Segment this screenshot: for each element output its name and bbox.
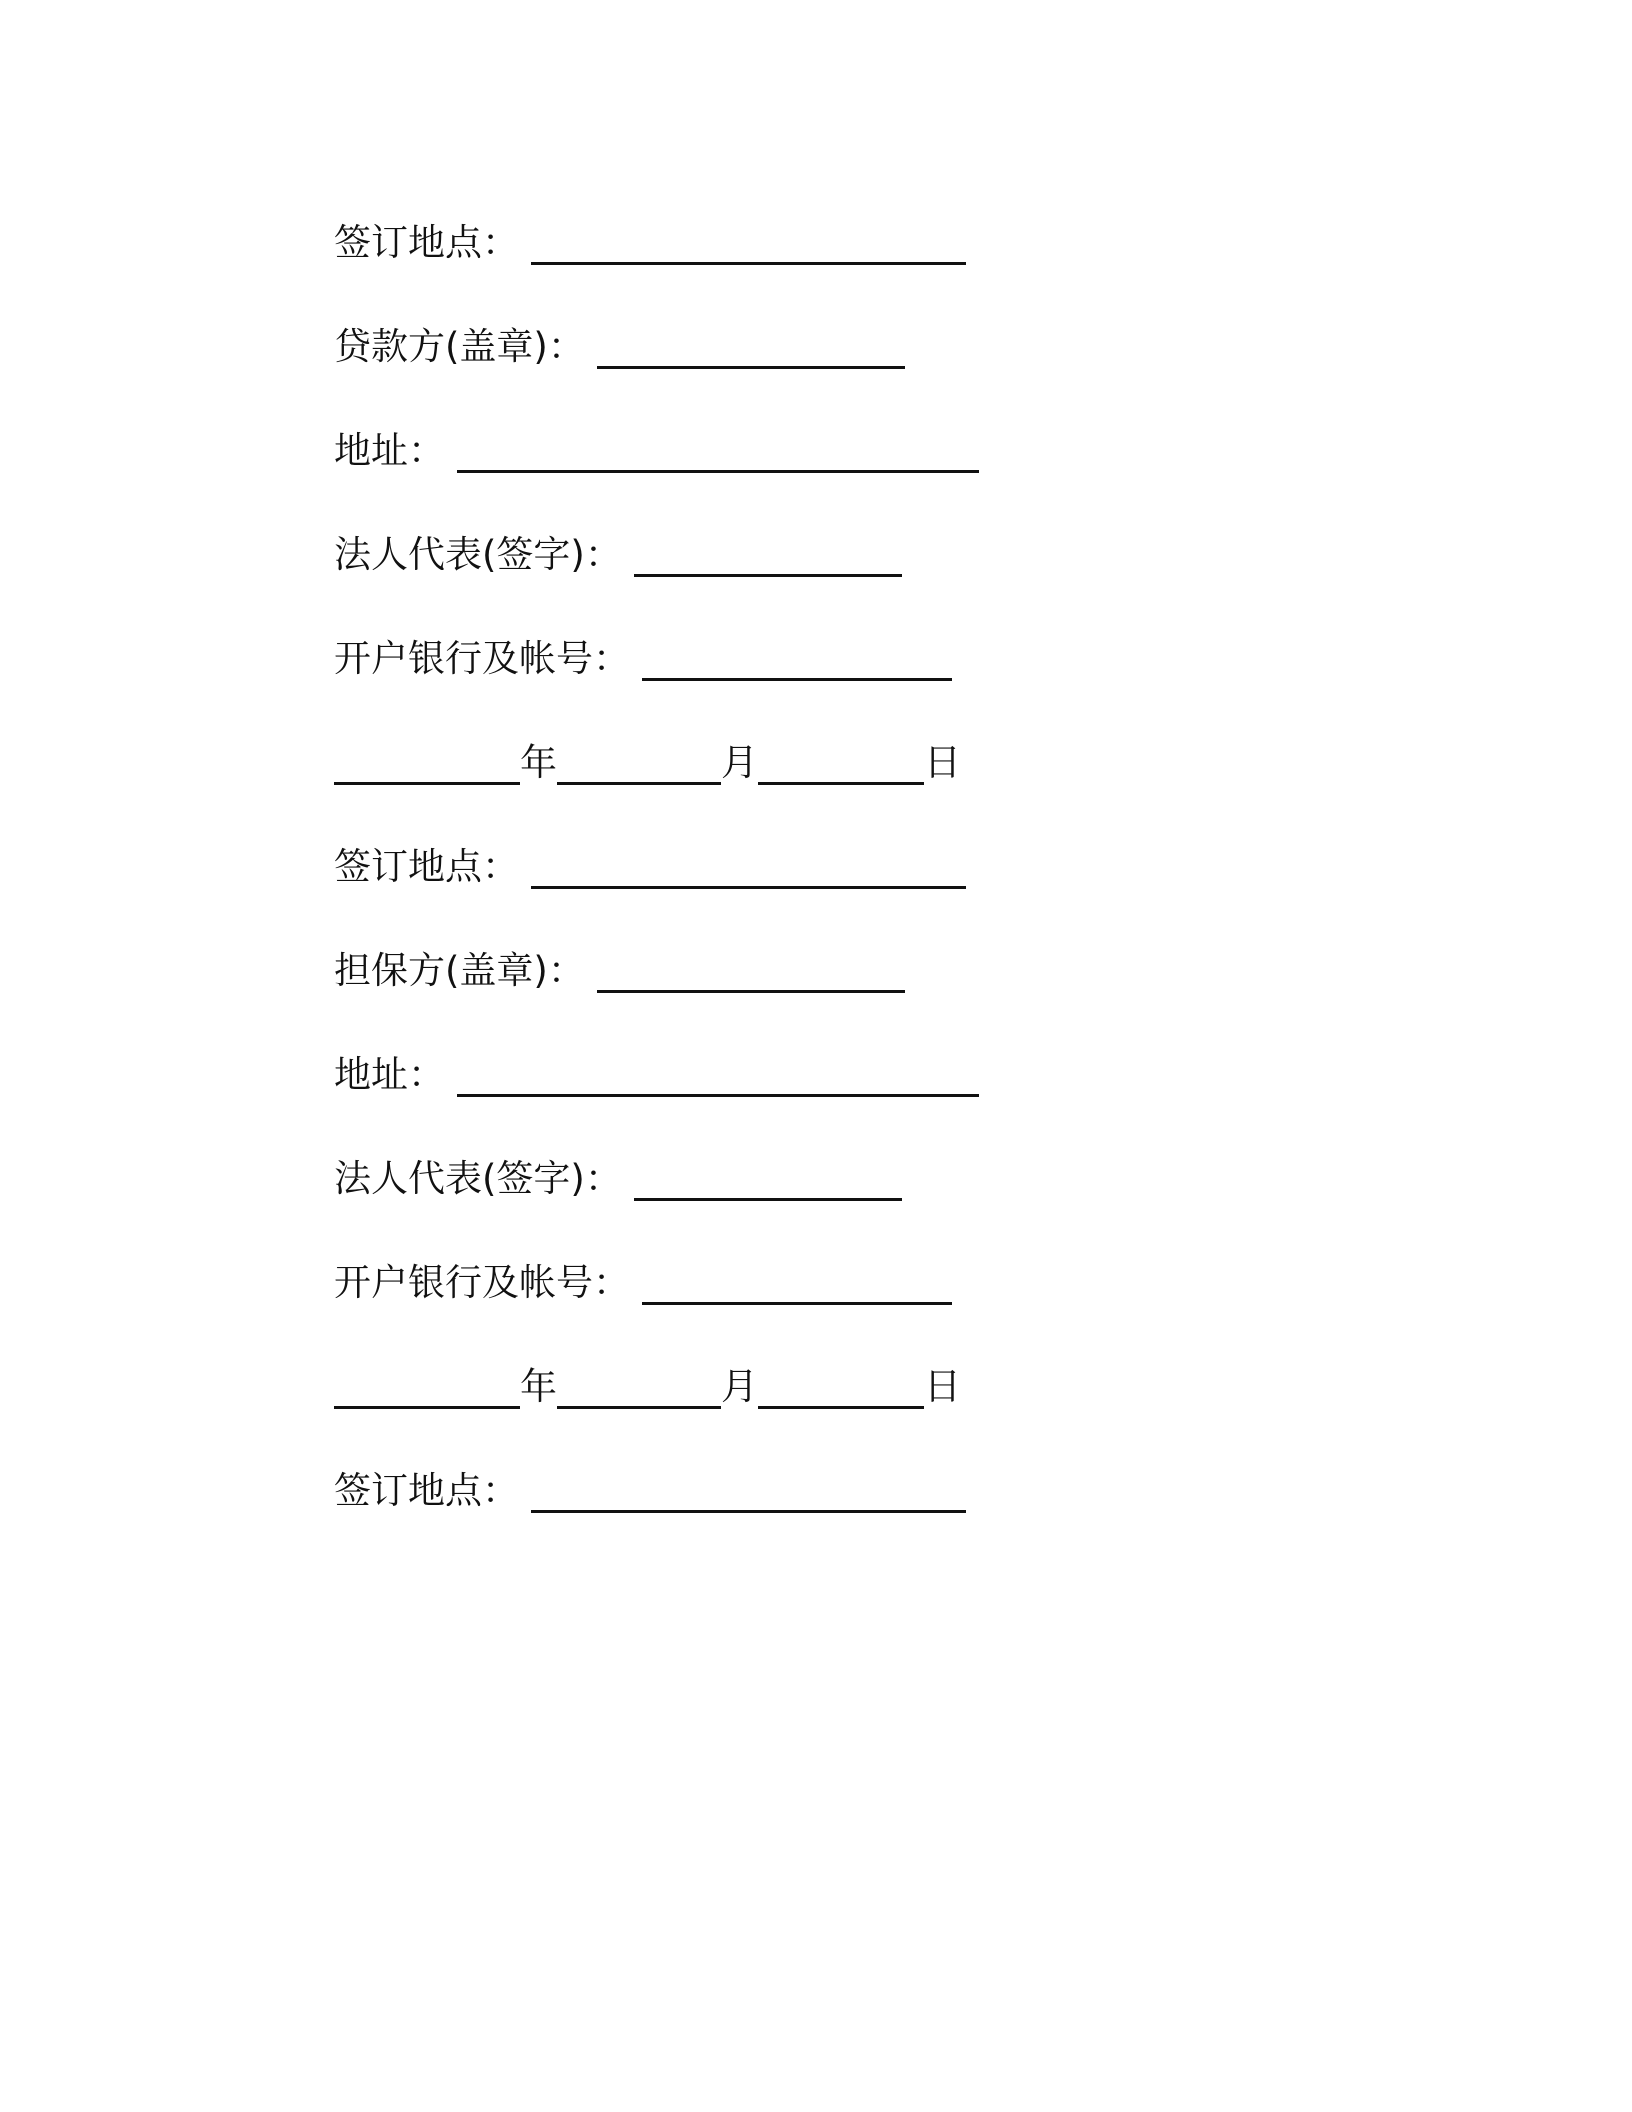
lender-seal-line <box>334 294 1234 398</box>
lender-date-line <box>334 710 1234 814</box>
lender-year-label: 年 <box>520 740 557 784</box>
lender-year-blank <box>334 756 520 785</box>
lender-address-label: 地址： <box>334 428 445 472</box>
guarantor-address-label: 地址： <box>334 1052 445 1096</box>
guarantor-address-line <box>334 1022 1234 1126</box>
lender-seal-blank <box>597 340 905 369</box>
guarantor-day-blank <box>758 1380 924 1409</box>
signing-place-blank <box>531 236 966 265</box>
lender-bank-account-blank <box>642 652 952 681</box>
guarantor-bank-account-blank <box>642 1276 952 1305</box>
lender-month-label: 月 <box>721 740 758 784</box>
guarantor-representative-label: 法人代表(签字)： <box>334 1156 622 1200</box>
lender-address-line <box>334 398 1234 502</box>
guarantor-seal-blank <box>597 964 905 993</box>
guarantor-day-label: 日 <box>924 1364 961 1408</box>
guarantor-representative-line <box>334 1126 1234 1230</box>
signing-place-line-2 <box>334 814 1234 918</box>
guarantor-month-blank <box>557 1380 721 1409</box>
lender-representative-label: 法人代表(签字)： <box>334 532 622 576</box>
signing-place-line-3 <box>334 1438 1234 1542</box>
lender-representative-line <box>334 502 1234 606</box>
guarantor-year-label: 年 <box>520 1364 557 1408</box>
lender-bank-account-label: 开户银行及帐号： <box>334 636 630 680</box>
lender-address-blank <box>457 444 979 473</box>
guarantor-bank-account-label: 开户银行及帐号： <box>334 1260 630 1304</box>
guarantor-bank-account-line <box>334 1230 1234 1334</box>
guarantor-date-line <box>334 1334 1234 1438</box>
guarantor-address-blank <box>457 1068 979 1097</box>
signing-place-label: 签订地点： <box>334 220 519 264</box>
signature-section <box>334 190 1234 1542</box>
lender-representative-blank <box>634 548 902 577</box>
guarantor-year-blank <box>334 1380 520 1409</box>
lender-day-label: 日 <box>924 740 961 784</box>
signing-place-blank <box>531 860 966 889</box>
lender-bank-account-line <box>334 606 1234 710</box>
guarantor-month-label: 月 <box>721 1364 758 1408</box>
lender-seal-label: 贷款方(盖章)： <box>334 324 585 368</box>
guarantor-seal-label: 担保方(盖章)： <box>334 948 585 992</box>
signing-place-label: 签订地点： <box>334 844 519 888</box>
signing-place-blank <box>531 1484 966 1513</box>
guarantor-representative-blank <box>634 1172 902 1201</box>
guarantor-seal-line <box>334 918 1234 1022</box>
signing-place-label: 签订地点： <box>334 1468 519 1512</box>
signing-place-line <box>334 190 1234 294</box>
lender-day-blank <box>758 756 924 785</box>
lender-month-blank <box>557 756 721 785</box>
